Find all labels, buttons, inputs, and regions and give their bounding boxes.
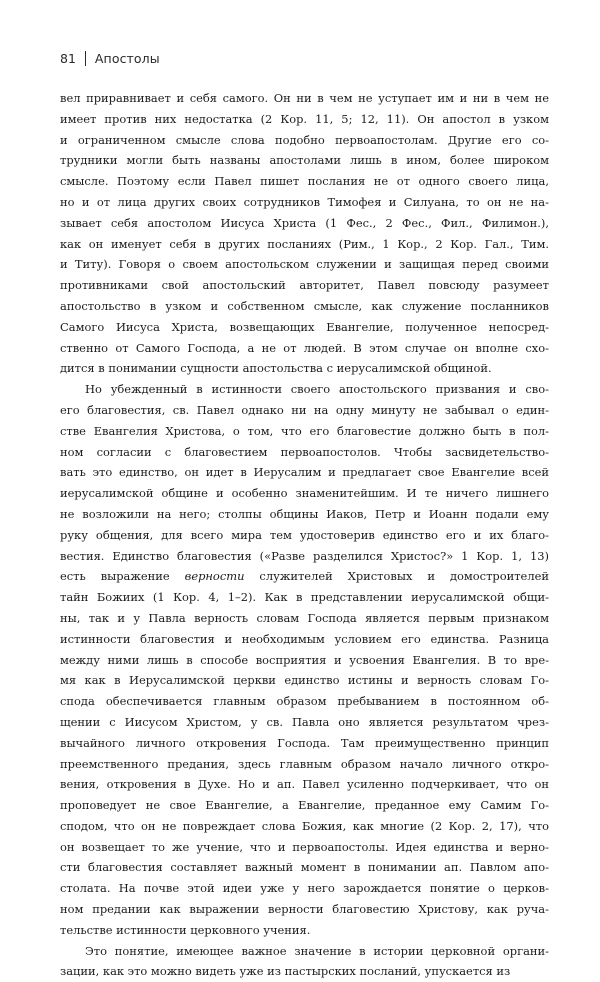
- text-line: стве Евангелия Христова, о том, что его благовестие должно быть в пол-: [60, 423, 549, 438]
- text-line: ном согласии с благовестием первоапостолов. Чтобы засвидетельство-: [60, 444, 549, 459]
- text-line: Но убежденный в истинности своего апостольского призвания и сво-: [85, 382, 549, 397]
- text-line: преемственного предания, здесь главным образом начало личного откро-: [60, 756, 549, 771]
- text-line: тайн Божиих (1 Кор. 4, 1–2). Как в представлении иерусалимской общи-: [60, 590, 549, 605]
- text-line: сти благовестия составляет важный момент в понимании ап. Павлом апо-: [60, 860, 549, 875]
- text-line: Самого Иисуса Христа, возвещающих Евангелие, полученное непосред-: [60, 319, 549, 334]
- text-line: истинности благовестия и необходимым условием его единства. Разница: [60, 631, 549, 646]
- text-line: и Титу). Говоря о своем апостольском служении и защищая перед своими: [60, 257, 549, 272]
- text-line: мя как в Иерусалимской церкви единство истины и верность словам Го-: [60, 673, 549, 688]
- running-title: Апостолы: [94, 50, 160, 66]
- text-line: Это понятие, имеющее важное значение в истории церковной органи-: [85, 943, 549, 958]
- text-line: есть выражение верности служителей Христовых и домостроителей: [60, 569, 549, 584]
- text-line: но и от лица других своих сотрудников Тимофея и Силуана, то он не на-: [60, 194, 549, 209]
- paragraph: [60, 88, 549, 379]
- text-line: зывает себя апостолом Иисуса Христа (1 Фес., 2 Фес., Фил., Филимон.),: [60, 215, 549, 230]
- header-divider: [85, 51, 86, 66]
- text-line: между ними лишь в способе восприятия и усвоения Евангелия. В то вре-: [60, 652, 549, 667]
- text-line: руку общения, для всего мира тем удостоверив единство его и их благо-: [60, 527, 549, 542]
- text-line: сподом, что он не повреждает слова Божия, как многие (2 Кор. 2, 17), что: [60, 818, 549, 833]
- running-header: [60, 49, 160, 67]
- text-line: как он именует себя в других посланиях (Рим., 1 Кор., 2 Кор. Гал., Тим.: [60, 236, 549, 251]
- text-line: ны, так и у Павла верность словам Господа является первым признаком: [60, 610, 549, 625]
- text-line: имеет против них недостатка (2 Кор. 11, 5; 12, 11). Он апостол в узком: [60, 111, 549, 126]
- text-line: столата. На почве этой идеи уже у него зарождается понятие о церков-: [60, 881, 549, 896]
- text-line: вычайного личного откровения Господа. Там преимущественно принцип: [60, 735, 549, 750]
- body-text: [60, 88, 549, 982]
- text-line: вел приравнивает и себя самого. Он ни в чем не уступает им и ни в чем не: [60, 91, 549, 105]
- text-line: вения, откровения в Духе. Но и ап. Павел усиленно подчеркивает, что он: [60, 777, 549, 792]
- text-line: он возвещает то же учение, что и первоапостолы. Идея единства и верно-: [60, 839, 549, 854]
- text-line: тельстве истинности церковного учения.: [60, 922, 311, 937]
- text-line: смысле. Поэтому если Павел пишет послания не от одного своего лица,: [60, 174, 549, 189]
- text-line: ном предании как выражении верности благовестию Христову, как руча-: [60, 902, 549, 917]
- text-line: зации, как это можно видеть уже из пастырских посланий, упускается из: [60, 964, 511, 979]
- text-line: ственно от Самого Господа, а не от людей. В этом случае он вполне схо-: [60, 340, 549, 355]
- text-line: трудники могли быть названы апостолами лишь в ином, более широком: [60, 153, 549, 168]
- text-line: противниками свой апостольский авторитет, Павел повсюду разумеет: [60, 278, 549, 293]
- paragraph: [60, 941, 549, 982]
- text-line: апостольство в узком и собственном смысле, как служение посланников: [60, 298, 549, 313]
- text-line: его благовестия, св. Павел однако ни на одну минуту не забывал о един-: [60, 402, 549, 417]
- text-line: дится в понимании сущности апостольства с иерусалимской общиной.: [60, 361, 492, 376]
- text-line: проповедует не свое Евангелие, а Евангелие, преданное ему Самим Го-: [60, 798, 549, 813]
- emphasis: верности: [184, 569, 245, 584]
- text-line: и ограниченном смысле слова подобно первоапостолам. Другие его со-: [60, 132, 549, 147]
- text-line: вать это единство, он идет в Иерусалим и предлагает свое Евангелие всей: [60, 465, 549, 480]
- text-line: щении с Иисусом Христом, у св. Павла оно является результатом чрез-: [60, 714, 549, 729]
- text-line: спода обеспечивается главным образом пребыванием в постоянном об-: [60, 694, 549, 709]
- text-line: не возложили на него; столпы общины Иаков, Петр и Иоанн подали ему: [60, 506, 549, 521]
- text-line: вестия. Единство благовестия («Разве разделился Христос?» 1 Кор. 1, 13): [60, 548, 549, 563]
- page-number: 81: [60, 50, 76, 66]
- text-line: иерусалимской общине и особенно знаменитейшим. И те ничего лишнего: [60, 486, 549, 501]
- paragraph: [60, 379, 549, 941]
